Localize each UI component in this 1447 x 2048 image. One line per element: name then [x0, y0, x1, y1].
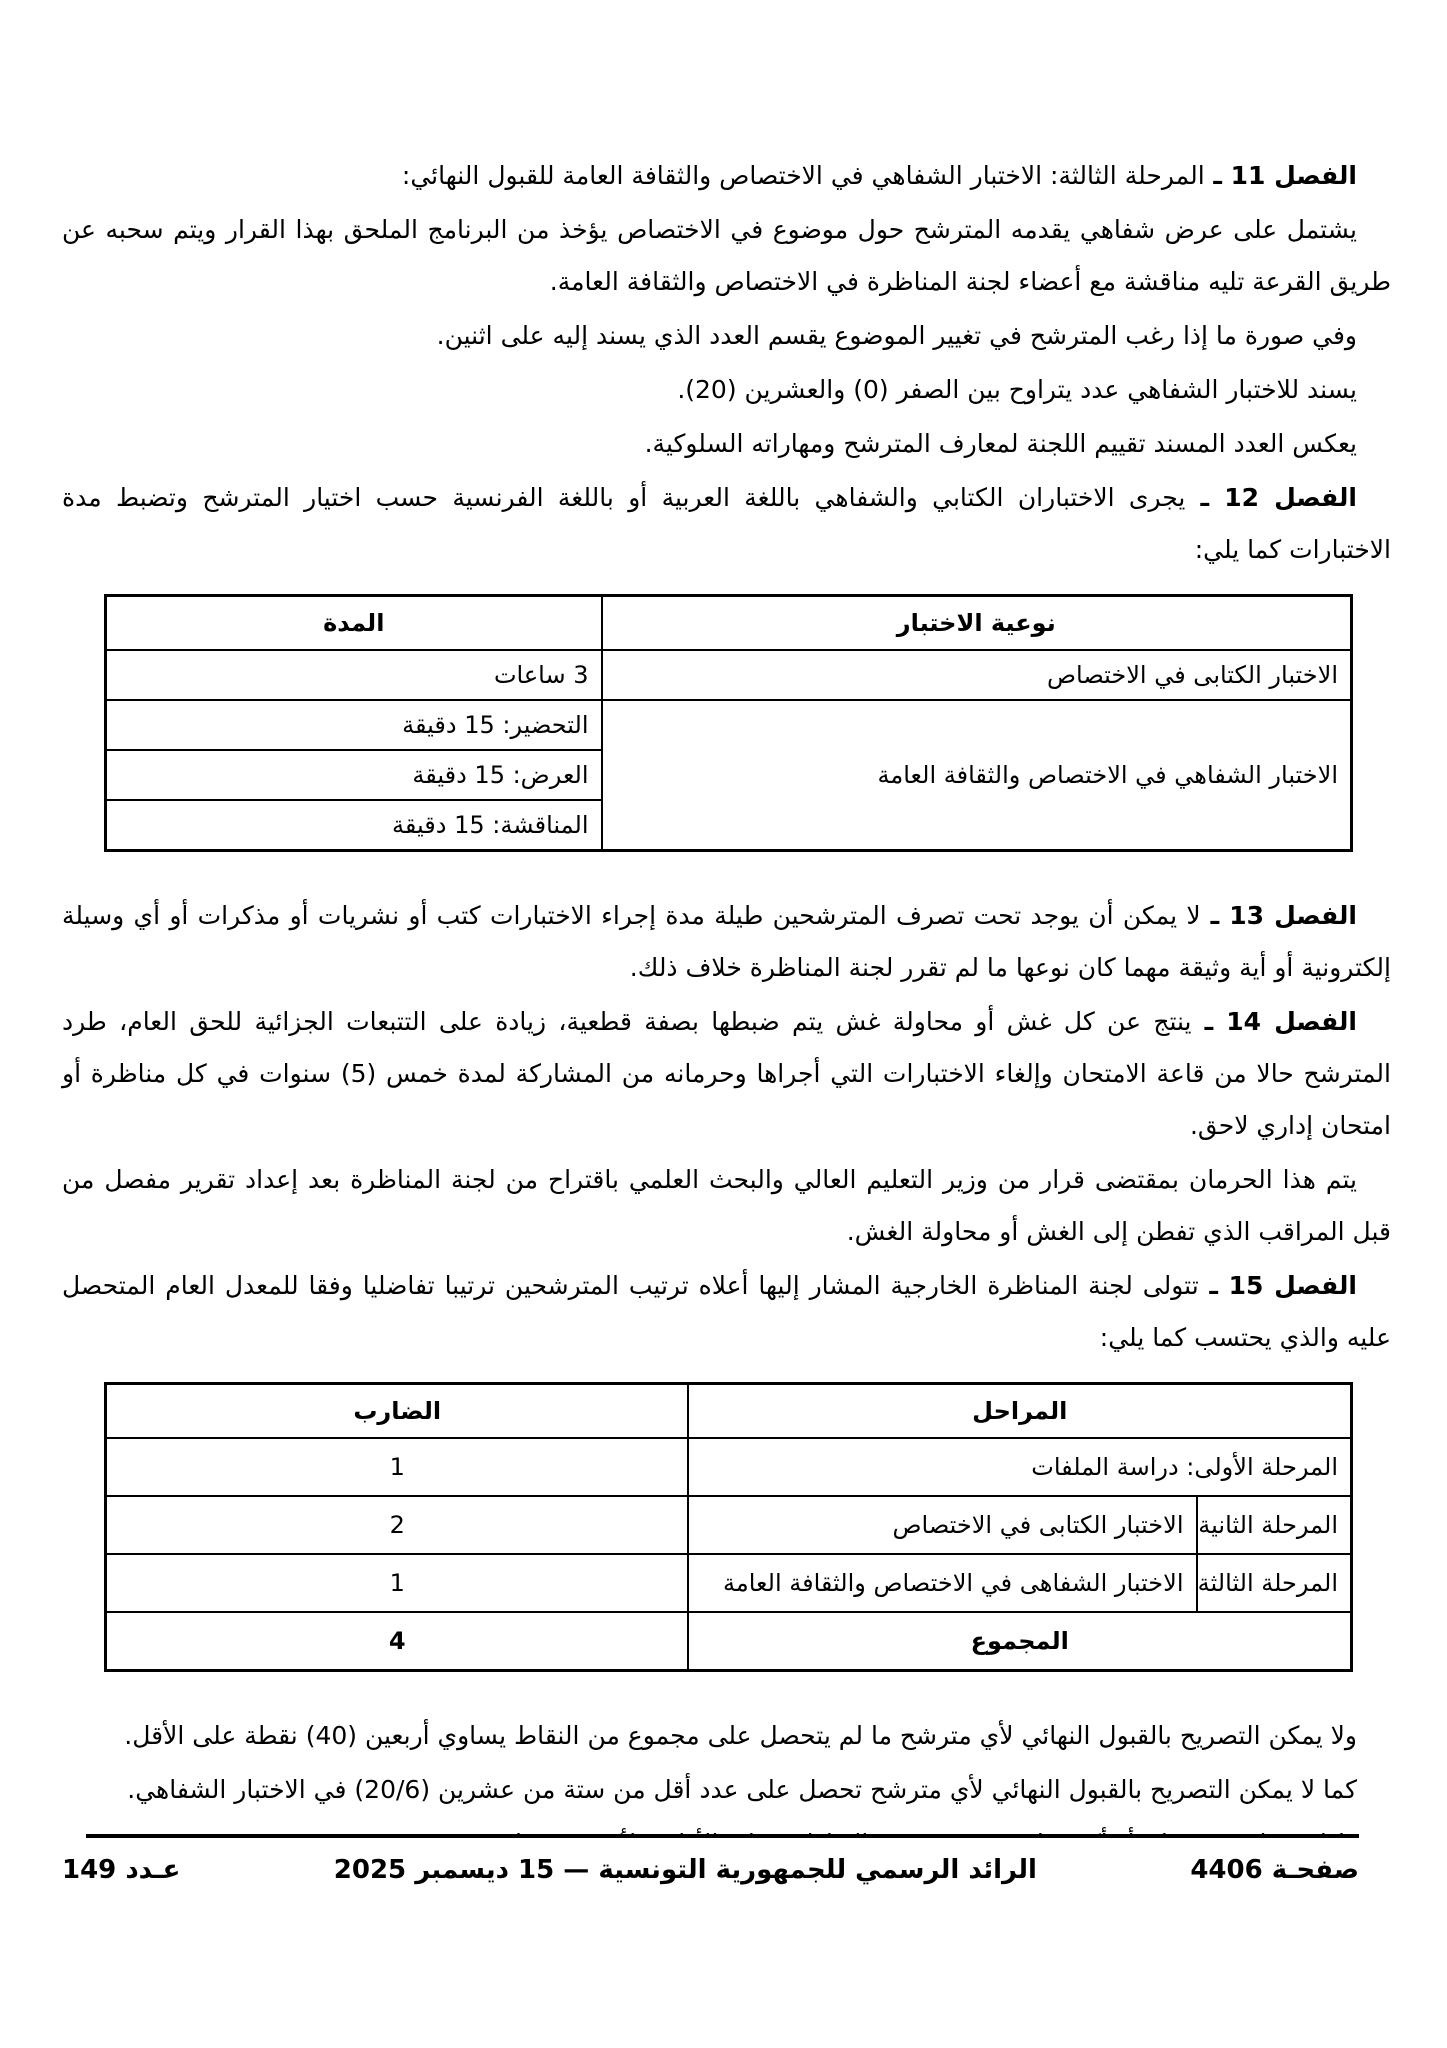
paragraph-text: يتم هذا الحرمان بمقتضى قرار من وزير التعليم العالي والبحث العلمي باقتراح من لجنة المناظرة بعد إعداد تقرير مفصل من قبل المراقب الذي تفطن إلى الغش أو محاولة الغش. — [62, 1165, 1391, 1246]
article-number: الفصل 11 ـ — [1204, 161, 1357, 190]
stage-2-label-cell: المرحلة الثانية — [1197, 1496, 1352, 1554]
paragraph-text: يشتمل على عرض شفاهي يقدمه المترشح حول موضوع في الاختصاص يؤخذ من البرنامج الملحق بهذا القرار ويتم سحبه عن طريق القرعة تليه مناقشة مع أعضاء لجنة المناظرة في الاختصاص والثقافة العامة. — [62, 215, 1391, 296]
article-paragraph — [62, 1764, 1391, 1816]
article-number: الفصل 12 ـ — [1185, 483, 1358, 512]
article-number: الفصل 13 ـ — [1200, 901, 1358, 930]
oral-discussion-duration-cell: المناقشة: 15 دقيقة — [106, 800, 602, 851]
table-row — [105, 1384, 1351, 1439]
stage-2-exam-cell: الاختبار الكتابى في الاختصاص — [688, 1496, 1196, 1554]
duration-header-cell: المدة — [106, 596, 602, 651]
oral-preparation-duration-cell: التحضير: 15 دقيقة — [106, 700, 602, 750]
article-number: الفصل 14 ـ — [1191, 1007, 1357, 1036]
article-paragraph — [62, 1154, 1391, 1258]
paragraph-group-1 — [62, 150, 1391, 576]
stage-1-cell: المرحلة الأولى: دراسة الملفات — [688, 1438, 1351, 1496]
paragraph-text: كما لا يمكن التصريح بالقبول النهائي لأي مترشح تحصل على عدد أقل من ستة من عشرين (20/6) في الاختبار الشفاهي. — [127, 1775, 1357, 1804]
article-paragraph — [62, 1260, 1391, 1364]
table-row — [105, 1612, 1351, 1671]
article-paragraph — [62, 418, 1391, 470]
oral-presentation-duration-cell: العرض: 15 دقيقة — [106, 750, 602, 800]
article-paragraph — [62, 472, 1391, 576]
paragraph-group-2 — [62, 890, 1391, 1364]
stage-2-coefficient-cell: 2 — [105, 1496, 688, 1554]
stage-3-exam-cell: الاختبار الشفاهى في الاختصاص والثقافة العامة — [688, 1554, 1196, 1612]
paragraph-text: المرحلة الثالثة: الاختبار الشفاهي في الاختصاص والثقافة العامة للقبول النهائي: — [401, 161, 1205, 190]
table-row — [106, 700, 1352, 750]
journal-title: الرائد الرسمي للجمهورية التونسية — 15 ديسمبر 2025 — [333, 1855, 1037, 1885]
page-number: صفحـة 4406 — [1190, 1855, 1359, 1885]
article-paragraph — [62, 890, 1391, 994]
article-number: الفصل 15 ـ — [1198, 1271, 1357, 1300]
oral-exam-cell: الاختبار الشفاهي في الاختصاص والثقافة العامة — [602, 700, 1352, 851]
article-paragraph — [62, 364, 1391, 416]
table-row — [105, 1438, 1351, 1496]
article-paragraph — [62, 310, 1391, 362]
total-value-cell: 4 — [105, 1612, 688, 1671]
paragraph-text: وفي صورة ما إذا رغب المترشح في تغيير الموضوع يقسم العدد الذي يسند إليه على اثنين. — [436, 321, 1357, 350]
article-paragraph — [62, 1710, 1391, 1762]
table-row — [106, 650, 1352, 700]
paragraph-text: لا يمكن أن يوجد تحت تصرف المترشحين طيلة مدة إجراء الاختبارات كتب أو نشريات أو مذكرات أو أي وسيلة إلكترونية أو أية وثيقة مهما كان نوعها ما لم تقرر لجنة المناظرة خلاف ذلك. — [62, 901, 1391, 982]
coefficient-header-cell: الضارب — [105, 1384, 688, 1439]
page-footer — [56, 1834, 1385, 2014]
table-row — [105, 1496, 1351, 1554]
article-paragraph — [62, 204, 1391, 308]
paragraph-text: ينتج عن كل غش أو محاولة غش يتم ضبطها بصفة قطعية، زيادة على التتبعات الجزائية للحق العام، طرد المترشح حالا من قاعة الامتحان وإلغاء الاختبارات التي أجراها وحرمانه من المشاركة لمدة خمس (5) سنوات في كل مناظرة أو امتحان إداري لاحق. — [62, 1007, 1391, 1140]
stage-1-coefficient-cell: 1 — [105, 1438, 688, 1496]
paragraph-text: تتولى لجنة المناظرة الخارجية المشار إليها أعلاه ترتيب المترشحين ترتيبا تفاضليا وفقا للمعدل العام المتحصل عليه والذي يحتسب كما يلي: — [62, 1271, 1391, 1352]
paragraph-text: يسند للاختبار الشفاهي عدد يتراوح بين الصفر (0) والعشرين (20). — [677, 375, 1357, 404]
article-paragraph — [62, 150, 1391, 202]
table-row — [105, 1554, 1351, 1612]
stage-3-coefficient-cell: 1 — [105, 1554, 688, 1612]
stages-header-cell: المراحل — [688, 1384, 1351, 1439]
written-exam-duration-cell: 3 ساعات — [106, 650, 602, 700]
table-row — [106, 596, 1352, 651]
total-label-cell: المجموع — [688, 1612, 1351, 1671]
footer-row — [56, 1838, 1385, 1888]
paragraph-text: ولا يمكن التصريح بالقبول النهائي لأي مترشح ما لم يتحصل على مجموع من النقاط يساوي أربعين (40) نقطة على الأقل. — [124, 1721, 1357, 1750]
exam-types-table — [104, 594, 1353, 852]
paragraph-text: يجرى الاختباران الكتابي والشفاهي باللغة العربية أو باللغة الفرنسية حسب اختيار المترشح وتضبط مدة الاختبارات كما يلي: — [62, 483, 1391, 564]
paragraph-text: يعكس العدد المسند تقييم اللجنة لمعارف المترشح ومهاراته السلوكية. — [644, 429, 1357, 458]
stage-3-label-cell: المرحلة الثالثة — [1197, 1554, 1352, 1612]
exam-type-header-cell: نوعية الاختبار — [602, 596, 1352, 651]
issue-number: عـدد 149 — [62, 1855, 181, 1885]
stages-table — [104, 1382, 1353, 1672]
written-exam-cell: الاختبار الكتابى في الاختصاص — [602, 650, 1352, 700]
article-paragraph — [62, 996, 1391, 1152]
